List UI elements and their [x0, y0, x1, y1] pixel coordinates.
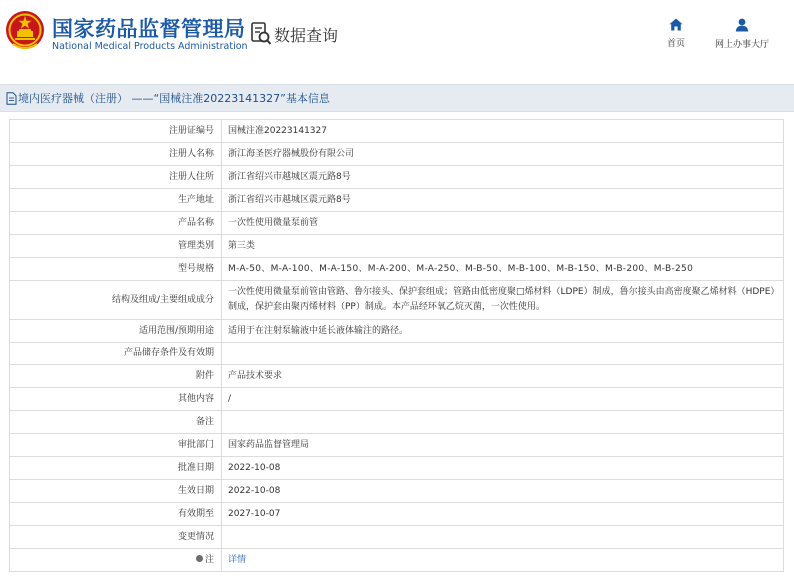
document-icon	[6, 92, 17, 105]
field-label: 型号规格	[10, 257, 222, 280]
table-row	[10, 257, 784, 280]
field-label: 生效日期	[10, 480, 222, 503]
nav-home[interactable]	[662, 18, 690, 49]
field-value: 第三类	[222, 234, 784, 257]
field-value: 适用于在注射泵输液中延长液体输注的路径。	[222, 319, 784, 342]
field-value: 国家药品监督管理局	[222, 434, 784, 457]
details-link[interactable]: 详情	[228, 554, 247, 565]
nav-online-hall-label: 网上办事大厅	[714, 40, 769, 50]
field-label: 变更情况	[10, 526, 222, 549]
field-value: 浙江海圣医疗器械股份有限公司	[222, 142, 784, 165]
data-query-label: 数据查询	[274, 25, 339, 45]
field-value: 2022-10-08	[222, 457, 784, 480]
field-value: 2022-10-08	[222, 480, 784, 503]
field-value: 产品技术要求	[222, 365, 784, 388]
field-value: /	[222, 388, 784, 411]
user-icon	[735, 18, 749, 32]
data-query-link[interactable]	[250, 20, 338, 48]
brand-title: 国家药品监督管理局	[52, 17, 246, 41]
field-label: 其他内容	[10, 388, 222, 411]
site-header	[0, 0, 794, 70]
nav-home-label: 首页	[666, 39, 685, 49]
field-label: 适用范围/预期用途	[10, 319, 222, 342]
table-row	[10, 526, 784, 549]
field-value: M-A-50、M-A-100、M-A-150、M-A-200、M-A-250、M-B-50、M-B-100、M-B-150、M-B-200、M-B-250	[222, 257, 784, 280]
field-value	[222, 526, 784, 549]
table-row	[10, 280, 784, 319]
table-row	[10, 411, 784, 434]
table-row	[10, 365, 784, 388]
field-label: 注册证编号	[10, 120, 222, 143]
table-row	[10, 165, 784, 188]
field-label: 有效期至	[10, 503, 222, 526]
field-label: 结构及组成/主要组成成分	[10, 280, 222, 319]
field-label: 备注	[10, 411, 222, 434]
note-label: 注	[204, 554, 214, 565]
field-label: 产品名称	[10, 211, 222, 234]
note-value-cell	[222, 548, 784, 571]
registration-info-table	[9, 119, 784, 572]
note-label-cell	[10, 548, 222, 571]
field-value	[222, 411, 784, 434]
field-value: 一次性使用微量泵前管由管路、鲁尔接头、保护套组成；管路由低密度聚□烯材料（LDPE）制成，鲁尔接头由高密度聚乙烯材料（HDPE）制成，保护套由聚丙烯材料（PP）制成。本产品经环氧乙烷灭菌，一次性使用。	[222, 280, 784, 319]
breadcrumb-text: 境内医疗器械（注册） ——“国械注准20223141327”基本信息	[18, 92, 330, 105]
field-label: 管理类别	[10, 234, 222, 257]
table-row	[10, 142, 784, 165]
note-icon	[196, 555, 203, 562]
field-label: 生产地址	[10, 188, 222, 211]
table-row	[10, 434, 784, 457]
data-query-icon	[250, 21, 272, 47]
field-value: 2027-10-07	[222, 503, 784, 526]
field-value: 国械注准20223141327	[222, 120, 784, 143]
home-icon	[669, 18, 683, 31]
breadcrumb	[0, 84, 794, 112]
table-row	[10, 211, 784, 234]
table-row	[10, 548, 784, 571]
table-row	[10, 480, 784, 503]
field-value	[222, 342, 784, 365]
field-label: 附件	[10, 365, 222, 388]
table-row	[10, 319, 784, 342]
table-row	[10, 342, 784, 365]
table-row	[10, 188, 784, 211]
field-value: 浙江省绍兴市越城区震元路8号	[222, 188, 784, 211]
nav-online-hall[interactable]	[710, 18, 774, 50]
field-value: 一次性使用微量泵前管	[222, 211, 784, 234]
table-row	[10, 120, 784, 143]
table-row	[10, 388, 784, 411]
field-label: 审批部门	[10, 434, 222, 457]
field-label: 批准日期	[10, 457, 222, 480]
table-row	[10, 234, 784, 257]
table-row	[10, 457, 784, 480]
table-row	[10, 503, 784, 526]
field-label: 注册人名称	[10, 142, 222, 165]
field-value: 浙江省绍兴市越城区震元路8号	[222, 165, 784, 188]
brand-subtitle: National Medical Products Administration	[52, 41, 248, 52]
field-label: 注册人住所	[10, 165, 222, 188]
national-emblem-icon	[5, 10, 45, 52]
field-label: 产品储存条件及有效期	[10, 342, 222, 365]
